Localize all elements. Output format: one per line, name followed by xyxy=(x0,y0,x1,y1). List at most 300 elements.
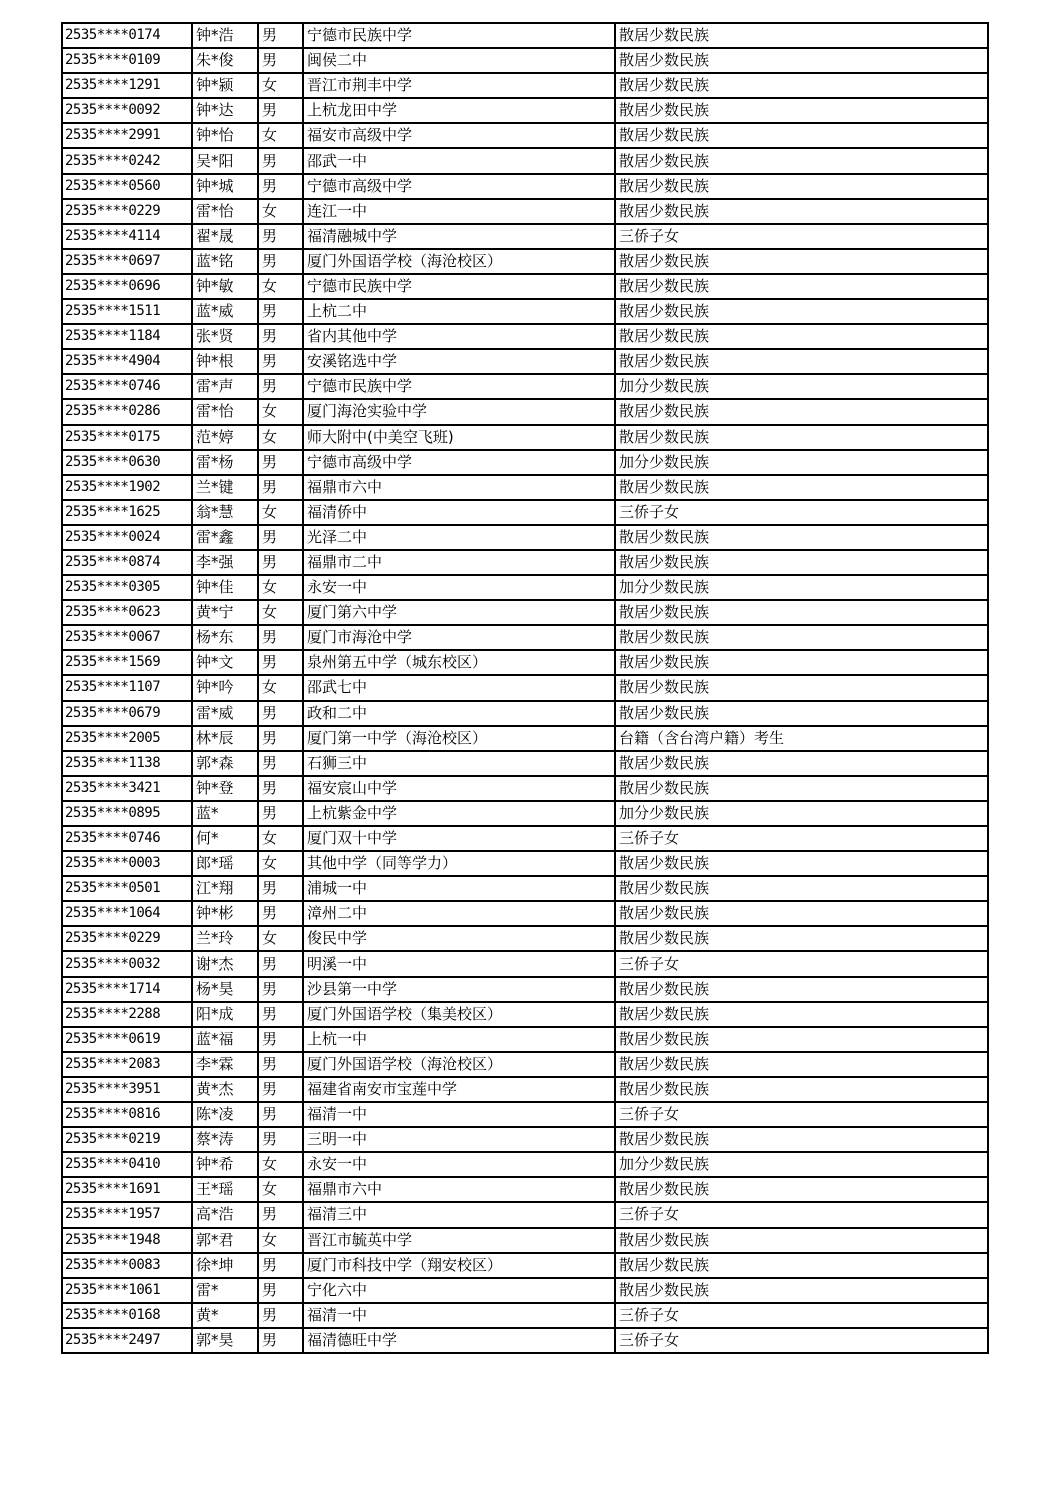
category-cell: 加分少数民族 xyxy=(615,575,988,600)
gender-cell: 男 xyxy=(258,1278,303,1303)
category-cell: 散居少数民族 xyxy=(615,776,988,801)
school-cell: 厦门外国语学校（集美校区） xyxy=(303,1002,615,1027)
candidate-id-cell: 2535****4114 xyxy=(62,224,192,249)
name-cell: 黄*杰 xyxy=(192,1077,258,1102)
gender-cell: 男 xyxy=(258,249,303,274)
school-cell: 上杭二中 xyxy=(303,299,615,324)
table-row xyxy=(62,726,988,751)
gender-cell: 男 xyxy=(258,525,303,550)
category-cell: 散居少数民族 xyxy=(615,550,988,575)
category-cell: 散居少数民族 xyxy=(615,901,988,926)
candidate-id-cell: 2535****0109 xyxy=(62,48,192,73)
gender-cell: 女 xyxy=(258,1152,303,1177)
school-cell: 沙县第一中学 xyxy=(303,977,615,1002)
school-cell: 福安宸山中学 xyxy=(303,776,615,801)
table-row xyxy=(62,174,988,199)
table-row xyxy=(62,901,988,926)
name-cell: 钟*吟 xyxy=(192,675,258,700)
category-cell: 散居少数民族 xyxy=(615,876,988,901)
name-cell: 雷*声 xyxy=(192,374,258,399)
name-cell: 钟*浩 xyxy=(192,23,258,48)
school-cell: 福鼎市六中 xyxy=(303,475,615,500)
candidate-id-cell: 2535****0174 xyxy=(62,23,192,48)
table-row xyxy=(62,625,988,650)
school-cell: 其他中学（同等学力） xyxy=(303,851,615,876)
name-cell: 郭*昊 xyxy=(192,1328,258,1353)
name-cell: 雷*威 xyxy=(192,701,258,726)
name-cell: 钟*希 xyxy=(192,1152,258,1177)
school-cell: 福清一中 xyxy=(303,1102,615,1127)
name-cell: 钟*怡 xyxy=(192,123,258,148)
candidate-id-cell: 2535****0746 xyxy=(62,826,192,851)
candidate-id-cell: 2535****1691 xyxy=(62,1177,192,1202)
school-cell: 晋江市毓英中学 xyxy=(303,1228,615,1253)
gender-cell: 女 xyxy=(258,73,303,98)
school-cell: 上杭龙田中学 xyxy=(303,98,615,123)
school-cell: 福清一中 xyxy=(303,1303,615,1328)
school-cell: 福鼎市二中 xyxy=(303,550,615,575)
gender-cell: 男 xyxy=(258,1027,303,1052)
category-cell: 散居少数民族 xyxy=(615,1052,988,1077)
gender-cell: 女 xyxy=(258,575,303,600)
gender-cell: 男 xyxy=(258,1102,303,1127)
candidate-id-cell: 2535****0286 xyxy=(62,399,192,424)
candidate-id-cell: 2535****1511 xyxy=(62,299,192,324)
gender-cell: 男 xyxy=(258,98,303,123)
table-row xyxy=(62,525,988,550)
school-cell: 宁德市高级中学 xyxy=(303,450,615,475)
candidate-id-cell: 2535****0696 xyxy=(62,274,192,299)
school-cell: 永安一中 xyxy=(303,575,615,600)
gender-cell: 女 xyxy=(258,1228,303,1253)
candidate-id-cell: 2535****0003 xyxy=(62,851,192,876)
school-cell: 闽侯二中 xyxy=(303,48,615,73)
category-cell: 三侨子女 xyxy=(615,224,988,249)
school-cell: 福清融城中学 xyxy=(303,224,615,249)
gender-cell: 男 xyxy=(258,450,303,475)
name-cell: 钟*文 xyxy=(192,650,258,675)
gender-cell: 男 xyxy=(258,977,303,1002)
gender-cell: 男 xyxy=(258,1127,303,1152)
table-row xyxy=(62,575,988,600)
name-cell: 黄*宁 xyxy=(192,600,258,625)
gender-cell: 男 xyxy=(258,1077,303,1102)
name-cell: 谢*杰 xyxy=(192,951,258,976)
school-cell: 厦门第六中学 xyxy=(303,600,615,625)
table-row xyxy=(62,1152,988,1177)
name-cell: 钟*登 xyxy=(192,776,258,801)
category-cell: 三侨子女 xyxy=(615,1303,988,1328)
name-cell: 蔡*涛 xyxy=(192,1127,258,1152)
table-row xyxy=(62,475,988,500)
gender-cell: 女 xyxy=(258,123,303,148)
candidate-id-cell: 2535****2991 xyxy=(62,123,192,148)
candidate-id-cell: 2535****0619 xyxy=(62,1027,192,1052)
candidate-id-cell: 2535****1138 xyxy=(62,751,192,776)
school-cell: 上杭一中 xyxy=(303,1027,615,1052)
gender-cell: 男 xyxy=(258,901,303,926)
school-cell: 俊民中学 xyxy=(303,926,615,951)
table-row xyxy=(62,801,988,826)
candidate-id-cell: 2535****0874 xyxy=(62,550,192,575)
gender-cell: 男 xyxy=(258,48,303,73)
table-row xyxy=(62,48,988,73)
table-row xyxy=(62,374,988,399)
name-cell: 钟*城 xyxy=(192,174,258,199)
category-cell: 加分少数民族 xyxy=(615,801,988,826)
candidate-id-cell: 2535****1184 xyxy=(62,324,192,349)
category-cell: 散居少数民族 xyxy=(615,48,988,73)
candidate-id-cell: 2535****1625 xyxy=(62,500,192,525)
name-cell: 陈*凌 xyxy=(192,1102,258,1127)
school-cell: 宁德市高级中学 xyxy=(303,174,615,199)
name-cell: 雷*杨 xyxy=(192,450,258,475)
school-cell: 师大附中(中美空飞班) xyxy=(303,425,615,450)
name-cell: 翁*慧 xyxy=(192,500,258,525)
name-cell: 兰*键 xyxy=(192,475,258,500)
table-row xyxy=(62,977,988,1002)
name-cell: 王*瑶 xyxy=(192,1177,258,1202)
table-row xyxy=(62,826,988,851)
school-cell: 厦门市科技中学（翔安校区） xyxy=(303,1253,615,1278)
table-row xyxy=(62,1202,988,1227)
table-row xyxy=(62,224,988,249)
gender-cell: 男 xyxy=(258,550,303,575)
candidate-id-cell: 2535****0168 xyxy=(62,1303,192,1328)
category-cell: 散居少数民族 xyxy=(615,123,988,148)
candidate-id-cell: 2535****0242 xyxy=(62,148,192,173)
gender-cell: 男 xyxy=(258,148,303,173)
category-cell: 散居少数民族 xyxy=(615,475,988,500)
name-cell: 阳*成 xyxy=(192,1002,258,1027)
table-row xyxy=(62,675,988,700)
candidate-id-cell: 2535****2497 xyxy=(62,1328,192,1353)
table-row xyxy=(62,1027,988,1052)
category-cell: 散居少数民族 xyxy=(615,650,988,675)
school-cell: 政和二中 xyxy=(303,701,615,726)
name-cell: 兰*玲 xyxy=(192,926,258,951)
table-row xyxy=(62,1328,988,1353)
name-cell: 李*强 xyxy=(192,550,258,575)
table-row xyxy=(62,1077,988,1102)
category-cell: 散居少数民族 xyxy=(615,926,988,951)
gender-cell: 女 xyxy=(258,600,303,625)
gender-cell: 女 xyxy=(258,675,303,700)
candidate-id-cell: 2535****1064 xyxy=(62,901,192,926)
name-cell: 雷*鑫 xyxy=(192,525,258,550)
table-row xyxy=(62,1052,988,1077)
name-cell: 张*贤 xyxy=(192,324,258,349)
table-row xyxy=(62,324,988,349)
category-cell: 散居少数民族 xyxy=(615,600,988,625)
category-cell: 散居少数民族 xyxy=(615,701,988,726)
candidate-id-cell: 2535****0229 xyxy=(62,199,192,224)
table-row xyxy=(62,1002,988,1027)
name-cell: 钟*达 xyxy=(192,98,258,123)
school-cell: 邵武一中 xyxy=(303,148,615,173)
category-cell: 散居少数民族 xyxy=(615,1002,988,1027)
gender-cell: 男 xyxy=(258,1253,303,1278)
name-cell: 钟*敏 xyxy=(192,274,258,299)
category-cell: 散居少数民族 xyxy=(615,1127,988,1152)
school-cell: 安溪铭选中学 xyxy=(303,349,615,374)
school-cell: 连江一中 xyxy=(303,199,615,224)
table-row xyxy=(62,851,988,876)
school-cell: 石狮三中 xyxy=(303,751,615,776)
gender-cell: 男 xyxy=(258,23,303,48)
gender-cell: 女 xyxy=(258,926,303,951)
table-row xyxy=(62,1278,988,1303)
gender-cell: 男 xyxy=(258,475,303,500)
gender-cell: 男 xyxy=(258,876,303,901)
candidate-id-cell: 2535****2083 xyxy=(62,1052,192,1077)
table-row xyxy=(62,500,988,525)
candidate-id-cell: 2535****1569 xyxy=(62,650,192,675)
school-cell: 浦城一中 xyxy=(303,876,615,901)
gender-cell: 女 xyxy=(258,851,303,876)
school-cell: 厦门外国语学校（海沧校区） xyxy=(303,1052,615,1077)
table-row xyxy=(62,73,988,98)
name-cell: 蓝*福 xyxy=(192,1027,258,1052)
candidate-id-cell: 2535****2288 xyxy=(62,1002,192,1027)
gender-cell: 男 xyxy=(258,1002,303,1027)
school-cell: 福建省南安市宝莲中学 xyxy=(303,1077,615,1102)
category-cell: 散居少数民族 xyxy=(615,625,988,650)
category-cell: 加分少数民族 xyxy=(615,450,988,475)
category-cell: 散居少数民族 xyxy=(615,299,988,324)
table-row xyxy=(62,274,988,299)
candidate-id-cell: 2535****0501 xyxy=(62,876,192,901)
table-body xyxy=(62,23,988,1353)
candidate-id-cell: 2535****0305 xyxy=(62,575,192,600)
category-cell: 散居少数民族 xyxy=(615,675,988,700)
category-cell: 散居少数民族 xyxy=(615,1228,988,1253)
school-cell: 福清德旺中学 xyxy=(303,1328,615,1353)
name-cell: 徐*坤 xyxy=(192,1253,258,1278)
school-cell: 厦门海沧实验中学 xyxy=(303,399,615,424)
gender-cell: 男 xyxy=(258,174,303,199)
gender-cell: 男 xyxy=(258,1303,303,1328)
candidate-id-cell: 2535****1957 xyxy=(62,1202,192,1227)
category-cell: 三侨子女 xyxy=(615,1202,988,1227)
candidate-id-cell: 2535****1948 xyxy=(62,1228,192,1253)
name-cell: 钟*彬 xyxy=(192,901,258,926)
name-cell: 翟*晟 xyxy=(192,224,258,249)
category-cell: 散居少数民族 xyxy=(615,23,988,48)
candidate-id-cell: 2535****0895 xyxy=(62,801,192,826)
candidate-id-cell: 2535****0219 xyxy=(62,1127,192,1152)
category-cell: 散居少数民族 xyxy=(615,525,988,550)
name-cell: 黄* xyxy=(192,1303,258,1328)
school-cell: 福鼎市六中 xyxy=(303,1177,615,1202)
school-cell: 宁德市民族中学 xyxy=(303,23,615,48)
candidate-id-cell: 2535****2005 xyxy=(62,726,192,751)
table-row xyxy=(62,1228,988,1253)
school-cell: 省内其他中学 xyxy=(303,324,615,349)
gender-cell: 男 xyxy=(258,650,303,675)
category-cell: 散居少数民族 xyxy=(615,851,988,876)
candidate-id-cell: 2535****0024 xyxy=(62,525,192,550)
candidate-id-cell: 2535****0083 xyxy=(62,1253,192,1278)
candidate-id-cell: 2535****0697 xyxy=(62,249,192,274)
school-cell: 厦门双十中学 xyxy=(303,826,615,851)
table-row xyxy=(62,299,988,324)
category-cell: 散居少数民族 xyxy=(615,274,988,299)
candidate-id-cell: 2535****0623 xyxy=(62,600,192,625)
gender-cell: 女 xyxy=(258,500,303,525)
table-row xyxy=(62,650,988,675)
school-cell: 福清侨中 xyxy=(303,500,615,525)
candidate-id-cell: 2535****4904 xyxy=(62,349,192,374)
gender-cell: 男 xyxy=(258,776,303,801)
category-cell: 加分少数民族 xyxy=(615,1152,988,1177)
gender-cell: 男 xyxy=(258,1052,303,1077)
candidate-id-cell: 2535****3421 xyxy=(62,776,192,801)
candidate-id-cell: 2535****1291 xyxy=(62,73,192,98)
candidate-id-cell: 2535****0229 xyxy=(62,926,192,951)
table-row xyxy=(62,701,988,726)
category-cell: 散居少数民族 xyxy=(615,425,988,450)
name-cell: 蓝*威 xyxy=(192,299,258,324)
category-cell: 散居少数民族 xyxy=(615,1177,988,1202)
gender-cell: 男 xyxy=(258,224,303,249)
school-cell: 福清三中 xyxy=(303,1202,615,1227)
candidate-id-cell: 2535****1714 xyxy=(62,977,192,1002)
table-row xyxy=(62,399,988,424)
candidate-id-cell: 2535****0630 xyxy=(62,450,192,475)
table-row xyxy=(62,1303,988,1328)
name-cell: 钟*佳 xyxy=(192,575,258,600)
candidate-id-cell: 2535****0032 xyxy=(62,951,192,976)
table-row xyxy=(62,1253,988,1278)
name-cell: 郭*森 xyxy=(192,751,258,776)
table-row xyxy=(62,425,988,450)
table-row xyxy=(62,1102,988,1127)
table-row xyxy=(62,876,988,901)
school-cell: 明溪一中 xyxy=(303,951,615,976)
category-cell: 散居少数民族 xyxy=(615,977,988,1002)
category-cell: 散居少数民族 xyxy=(615,1027,988,1052)
candidate-id-cell: 2535****1902 xyxy=(62,475,192,500)
gender-cell: 男 xyxy=(258,726,303,751)
category-cell: 散居少数民族 xyxy=(615,349,988,374)
candidate-id-cell: 2535****0746 xyxy=(62,374,192,399)
candidate-id-cell: 2535****1107 xyxy=(62,675,192,700)
category-cell: 散居少数民族 xyxy=(615,1253,988,1278)
school-cell: 上杭紫金中学 xyxy=(303,801,615,826)
gender-cell: 男 xyxy=(258,349,303,374)
name-cell: 江*翔 xyxy=(192,876,258,901)
table-row xyxy=(62,751,988,776)
name-cell: 郭*君 xyxy=(192,1228,258,1253)
gender-cell: 男 xyxy=(258,801,303,826)
name-cell: 李*霖 xyxy=(192,1052,258,1077)
category-cell: 散居少数民族 xyxy=(615,399,988,424)
category-cell: 三侨子女 xyxy=(615,1102,988,1127)
category-cell: 散居少数民族 xyxy=(615,249,988,274)
gender-cell: 男 xyxy=(258,1328,303,1353)
candidate-id-cell: 2535****0092 xyxy=(62,98,192,123)
table-row xyxy=(62,349,988,374)
category-cell: 散居少数民族 xyxy=(615,324,988,349)
name-cell: 蓝*铭 xyxy=(192,249,258,274)
category-cell: 加分少数民族 xyxy=(615,374,988,399)
name-cell: 雷*怡 xyxy=(192,199,258,224)
gender-cell: 女 xyxy=(258,199,303,224)
gender-cell: 女 xyxy=(258,1177,303,1202)
gender-cell: 女 xyxy=(258,826,303,851)
category-cell: 散居少数民族 xyxy=(615,98,988,123)
table-row xyxy=(62,951,988,976)
student-list-table xyxy=(61,22,989,1354)
table-row xyxy=(62,148,988,173)
school-cell: 泉州第五中学（城东校区） xyxy=(303,650,615,675)
school-cell: 厦门外国语学校（海沧校区） xyxy=(303,249,615,274)
name-cell: 雷* xyxy=(192,1278,258,1303)
gender-cell: 男 xyxy=(258,625,303,650)
category-cell: 台籍（含台湾户籍）考生 xyxy=(615,726,988,751)
gender-cell: 女 xyxy=(258,425,303,450)
gender-cell: 男 xyxy=(258,751,303,776)
school-cell: 厦门第一中学（海沧校区） xyxy=(303,726,615,751)
category-cell: 三侨子女 xyxy=(615,951,988,976)
table-row xyxy=(62,249,988,274)
school-cell: 宁德市民族中学 xyxy=(303,274,615,299)
school-cell: 厦门市海沧中学 xyxy=(303,625,615,650)
candidate-id-cell: 2535****0067 xyxy=(62,625,192,650)
category-cell: 散居少数民族 xyxy=(615,1077,988,1102)
name-cell: 杨*昊 xyxy=(192,977,258,1002)
gender-cell: 男 xyxy=(258,951,303,976)
gender-cell: 男 xyxy=(258,1202,303,1227)
school-cell: 光泽二中 xyxy=(303,525,615,550)
category-cell: 散居少数民族 xyxy=(615,751,988,776)
category-cell: 散居少数民族 xyxy=(615,199,988,224)
candidate-id-cell: 2535****0410 xyxy=(62,1152,192,1177)
table-row xyxy=(62,123,988,148)
name-cell: 杨*东 xyxy=(192,625,258,650)
category-cell: 散居少数民族 xyxy=(615,73,988,98)
gender-cell: 男 xyxy=(258,299,303,324)
name-cell: 钟*根 xyxy=(192,349,258,374)
table-row xyxy=(62,1177,988,1202)
gender-cell: 男 xyxy=(258,324,303,349)
category-cell: 三侨子女 xyxy=(615,826,988,851)
table-row xyxy=(62,1127,988,1152)
name-cell: 雷*怡 xyxy=(192,399,258,424)
school-cell: 永安一中 xyxy=(303,1152,615,1177)
gender-cell: 男 xyxy=(258,374,303,399)
candidate-id-cell: 2535****3951 xyxy=(62,1077,192,1102)
candidate-id-cell: 2535****0816 xyxy=(62,1102,192,1127)
table-row xyxy=(62,98,988,123)
candidate-id-cell: 2535****1061 xyxy=(62,1278,192,1303)
table-row xyxy=(62,776,988,801)
table-row xyxy=(62,600,988,625)
name-cell: 朱*俊 xyxy=(192,48,258,73)
table-row xyxy=(62,926,988,951)
school-cell: 晋江市荆丰中学 xyxy=(303,73,615,98)
gender-cell: 女 xyxy=(258,274,303,299)
school-cell: 宁德市民族中学 xyxy=(303,374,615,399)
table-row xyxy=(62,199,988,224)
name-cell: 林*辰 xyxy=(192,726,258,751)
table-row xyxy=(62,450,988,475)
candidate-id-cell: 2535****0679 xyxy=(62,701,192,726)
table-row xyxy=(62,550,988,575)
name-cell: 何* xyxy=(192,826,258,851)
name-cell: 吴*阳 xyxy=(192,148,258,173)
